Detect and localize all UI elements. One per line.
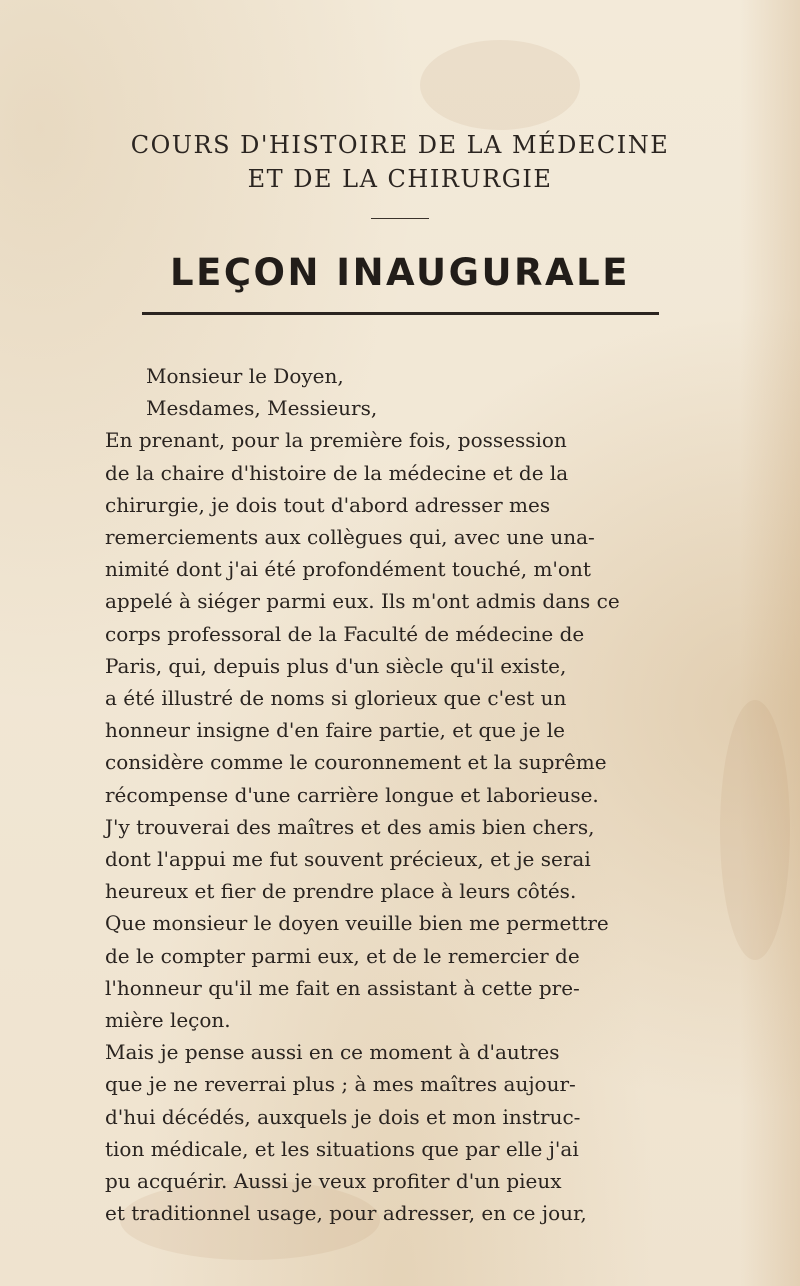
text-line: nimité dont j'ai été profondément touché, m'ont [105, 557, 591, 582]
text-line: de la chaire d'histoire de la médecine et de la [105, 460, 569, 485]
paper-stain [420, 40, 580, 130]
text-line: heureux et fier de prendre place à leurs côtés. [105, 879, 577, 904]
paragraph-3 [83, 907, 710, 1036]
text-line: dont l'appui me fut souvent précieux, et je serai [105, 847, 591, 872]
text-line: l'honneur qu'il me fait en assistant à cette pre- [105, 975, 580, 1000]
text-line: tion médicale, et les situations que par elle j'ai [105, 1136, 579, 1161]
long-divider [142, 312, 659, 315]
text-line: de le compter parmi eux, et de le remercier de [105, 943, 580, 968]
text-line: Que monsieur le doyen veuille bien me permettre [105, 911, 609, 936]
paragraph-2 [83, 811, 710, 908]
text-line: remerciements aux collègues qui, avec une una- [105, 525, 595, 550]
text-line: que je ne reverrai plus ; à mes maîtres aujour- [105, 1072, 576, 1097]
text-line: mière leçon. [105, 1008, 231, 1033]
course-title-line-1: COURS D'HISTOIRE DE LA MÉDECINE [130, 131, 670, 159]
text-line: chirurgie, je dois tout d'abord adresser mes [105, 492, 551, 517]
salutation-line: Mesdames, Messieurs, [146, 396, 378, 421]
text-line: d'hui décédés, auxquels je dois et mon instruc- [105, 1104, 581, 1129]
paragraph-1 [83, 424, 710, 810]
text-line: pu acquérir. Aussi je veux profiter d'un pieux [105, 1169, 562, 1194]
page-header [70, 128, 730, 315]
text-line: Paris, qui, depuis plus d'un siècle qu'il existe, [105, 653, 567, 678]
course-title-line-2: ET DE LA CHIRURGIE [247, 165, 553, 193]
salutation-line: Monsieur le Doyen, [146, 364, 344, 388]
text-line: et traditionnel usage, pour adresser, en ce jour, [105, 1201, 587, 1226]
short-divider [371, 218, 429, 219]
text-line: honneur insigne d'en faire partie, et que je le [105, 718, 565, 743]
text-line: J'y trouverai des maîtres et des amis bien chers, [105, 814, 595, 839]
paragraph-4 [83, 1036, 710, 1229]
text-line: considère comme le couronnement et la suprême [105, 750, 607, 775]
text-line: a été illustré de noms si glorieux que c'est un [105, 686, 567, 711]
lecture-title: LEÇON INAUGURALE [170, 251, 630, 294]
text-line: Mais je pense aussi en ce moment à d'autres [105, 1040, 560, 1065]
text-line: En prenant, pour la première fois, possession [105, 428, 567, 453]
text-line: récompense d'une carrière longue et laborieuse. [105, 782, 599, 807]
text-line: corps professoral de la Faculté de médecine de [105, 621, 585, 646]
page-edge-shading [740, 0, 800, 1286]
paper-stain [720, 700, 790, 960]
text-line: appelé à siéger parmi eux. Ils m'ont admis dans ce [105, 589, 620, 614]
salutation [146, 360, 710, 424]
body-text [83, 360, 710, 1229]
